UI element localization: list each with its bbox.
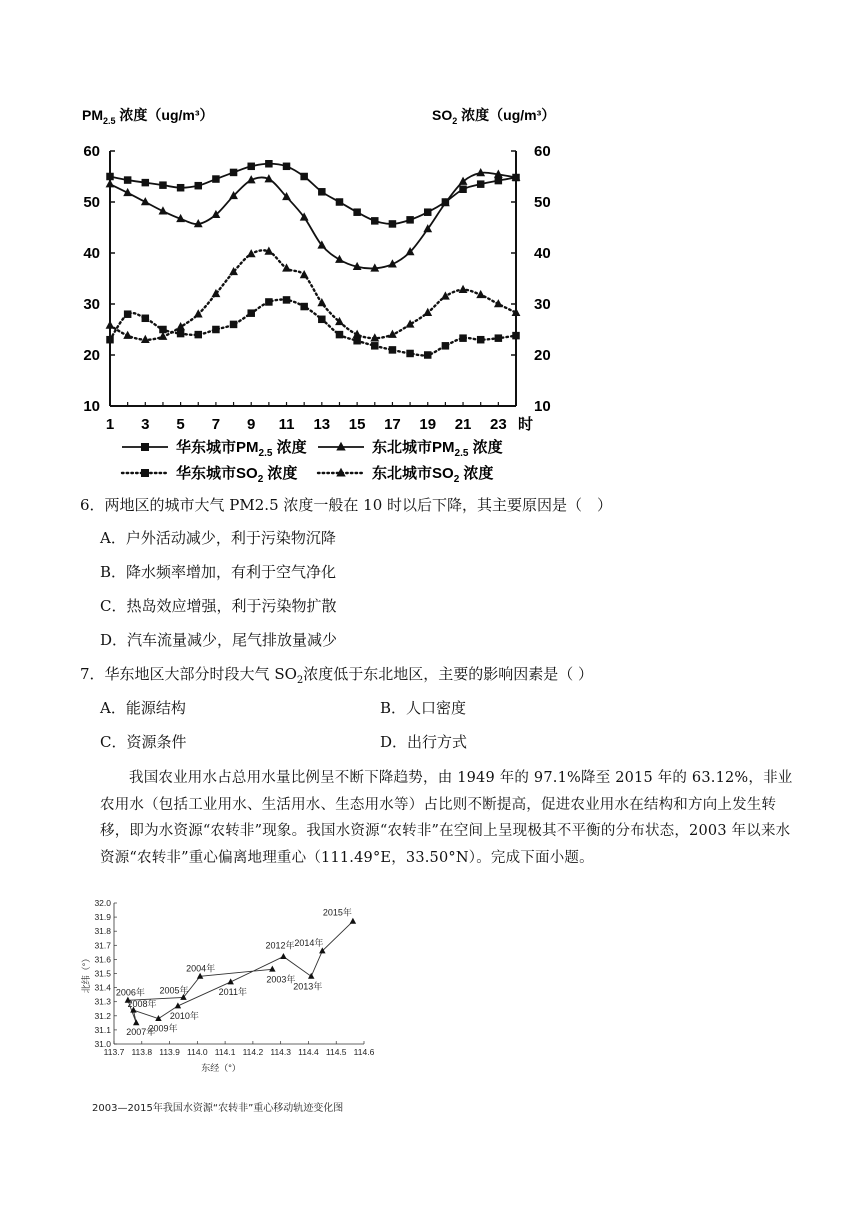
series-1-point xyxy=(230,169,238,177)
x-axis-unit: 时 xyxy=(518,416,534,433)
series-1-point xyxy=(106,173,114,181)
series-1-point xyxy=(159,181,167,189)
trajectory-point xyxy=(308,973,314,979)
x-tick-label: 114.5 xyxy=(325,1047,347,1057)
left-axis-title xyxy=(82,107,214,126)
series-3-point xyxy=(195,331,203,339)
point-label: 2010年 xyxy=(169,1010,199,1021)
chart-axes xyxy=(80,898,375,1073)
series-4-point xyxy=(459,285,468,293)
question-7-option-c: C．资源条件 xyxy=(100,733,187,751)
x-tick-label: 1 xyxy=(105,416,115,433)
y-tick-label: 31.7 xyxy=(94,940,111,951)
point-label: 2015年 xyxy=(322,907,352,918)
point-label: 2012年 xyxy=(265,940,295,951)
series-1-point xyxy=(124,176,132,184)
legend-label-sub: 2.5 xyxy=(454,448,469,459)
series-3-point xyxy=(442,342,450,350)
y-tick-label-left: 50 xyxy=(83,194,100,211)
legend-label-sub: 2.5 xyxy=(258,448,273,459)
x-tick-label: 114.0 xyxy=(187,1047,208,1057)
question-7-option-a: A．能源结构 xyxy=(100,699,186,717)
series-1-point xyxy=(495,177,503,185)
x-tick-label: 5 xyxy=(176,416,185,433)
point-label: 2006年 xyxy=(115,987,145,998)
legend-label-sub: 2 xyxy=(257,474,264,485)
series-4-point xyxy=(300,270,309,278)
series-3-point xyxy=(353,337,361,345)
question-6-option-c: C．热岛效应增强，利于污染物扩散 xyxy=(100,597,337,615)
series-4-point xyxy=(106,320,115,328)
x-tick-label: 113.7 xyxy=(103,1047,125,1057)
x-tick-label: 17 xyxy=(384,416,401,433)
x-tick-label: 114.6 xyxy=(353,1047,375,1057)
x-tick-label: 9 xyxy=(247,416,256,433)
point-label: 2005年 xyxy=(159,985,189,996)
legend-label-pre: 东北城市PM xyxy=(372,439,455,456)
pm25-so2-chart xyxy=(70,100,570,490)
x-axis-title: 东经（°） xyxy=(201,1063,241,1073)
series-3-point xyxy=(106,336,114,344)
series-line-4 xyxy=(110,250,516,339)
y-tick-label: 31.2 xyxy=(94,1010,111,1021)
series-3-point xyxy=(477,336,485,344)
chart-caption: 2003—2015年我国水资源“农转非”重心移动轨迹变化图 xyxy=(92,1103,344,1114)
trajectory-point xyxy=(350,918,356,924)
x-tick-label: 21 xyxy=(454,416,472,433)
series-4-point xyxy=(229,267,238,275)
y-tick-label-right: 40 xyxy=(534,245,551,262)
legend-label-post: 浓度 xyxy=(263,465,298,482)
x-tick-label: 113.9 xyxy=(159,1047,180,1057)
series-1-point xyxy=(247,163,255,171)
reading-passage xyxy=(100,765,800,871)
right-axis-title-sub: 2 xyxy=(452,116,458,126)
question-6-option-a: A．户外活动减少，利于污染物沉降 xyxy=(100,529,336,547)
legend-marker-3 xyxy=(141,469,149,477)
series-1-point xyxy=(318,188,326,196)
series-3-point xyxy=(495,334,503,342)
point-label: 2003年 xyxy=(266,974,296,985)
x-tick-label: 114.1 xyxy=(214,1047,236,1057)
series-3-point xyxy=(512,332,520,340)
series-1-point xyxy=(336,198,344,206)
trajectory-point xyxy=(269,966,275,972)
series-1-point xyxy=(265,160,273,168)
point-label: 2014年 xyxy=(294,937,324,948)
question-7-stem-pre: 7．华东地区大部分时段大气 SO xyxy=(80,665,297,683)
series-3-point xyxy=(142,315,150,323)
question-7-option-b: B．人口密度 xyxy=(380,699,467,717)
y-tick-label-left: 10 xyxy=(83,398,100,415)
x-tick-label: 11 xyxy=(278,416,295,433)
series-3-point xyxy=(124,310,132,318)
x-tick-label: 114.3 xyxy=(270,1047,291,1057)
y-tick-label-right: 50 xyxy=(534,194,551,211)
y-tick-label-left: 60 xyxy=(83,143,100,160)
legend-label-2 xyxy=(372,438,503,459)
series-2-point xyxy=(106,179,115,187)
series-1-point xyxy=(389,220,397,228)
right-axis-title-main: SO xyxy=(432,107,453,123)
y-tick-label: 31.3 xyxy=(94,996,111,1007)
y-tick-label-right: 60 xyxy=(534,143,551,160)
series-3-point xyxy=(406,350,414,358)
y-tick-label: 31.6 xyxy=(94,954,111,965)
series-1-point xyxy=(353,208,361,216)
y-tick-label-left: 40 xyxy=(83,245,100,262)
x-tick-label: 3 xyxy=(141,416,150,433)
series-2-point xyxy=(335,255,344,263)
left-axis-title-sub: 2.5 xyxy=(103,116,116,126)
series-1-point xyxy=(459,186,467,194)
legend-label-3 xyxy=(176,464,297,485)
point-label: 2007年 xyxy=(126,1026,156,1037)
point-label: 2004年 xyxy=(186,963,216,974)
point-label: 2009年 xyxy=(148,1023,178,1034)
right-axis-title xyxy=(432,107,555,126)
chart-series xyxy=(106,160,521,359)
y-tick-label-left: 20 xyxy=(83,347,100,364)
y-tick-label: 32.0 xyxy=(94,898,111,908)
legend-label-pre: 华东城市SO xyxy=(176,465,258,482)
series-3-point xyxy=(300,303,308,311)
trajectory-point xyxy=(280,953,286,959)
legend-label-pre: 东北城市SO xyxy=(372,465,454,482)
x-tick-label: 114.4 xyxy=(298,1047,319,1057)
series-1-point xyxy=(195,182,203,190)
series-4-point xyxy=(494,299,503,307)
legend-label-sub: 2 xyxy=(453,474,460,485)
question-6-stem: 6．两地区的城市大气 PM2.5 浓度一般在 10 时以后下降，其主要原因是（ ） xyxy=(80,496,613,514)
series-2-point xyxy=(459,177,468,185)
series-3-point xyxy=(247,309,255,317)
x-tick-label: 23 xyxy=(490,416,507,433)
y-tick-label-right: 30 xyxy=(534,296,551,313)
trajectory-point xyxy=(133,1019,139,1025)
legend-label-post: 浓度 xyxy=(459,465,494,482)
series-1-point xyxy=(300,173,308,181)
point-label: 2011年 xyxy=(218,986,248,997)
y-tick-label-right: 20 xyxy=(534,347,551,364)
legend-marker-1 xyxy=(141,443,149,451)
legend-label-post: 浓度 xyxy=(468,439,503,456)
question-7-option-d: D．出行方式 xyxy=(380,733,468,751)
question-6-option-b: B．降水频率增加，有利于空气净化 xyxy=(100,563,337,581)
x-tick-label: 7 xyxy=(211,416,221,433)
trajectory-line xyxy=(128,921,353,1023)
series-3-point xyxy=(389,346,397,354)
series-3-point xyxy=(318,316,326,324)
series-3-point xyxy=(283,296,291,304)
x-tick-label: 19 xyxy=(419,416,437,433)
y-tick-label: 31.0 xyxy=(94,1039,111,1049)
x-tick-label: 114.2 xyxy=(242,1047,264,1057)
series-3-point xyxy=(177,330,185,338)
chart-legend xyxy=(122,438,503,485)
legend-label-4 xyxy=(372,464,493,485)
question-7-stem-sub: 2 xyxy=(296,675,304,686)
chart-series xyxy=(116,906,356,1037)
series-1-point xyxy=(477,180,485,188)
legend-label-pre: 华东城市PM xyxy=(176,439,259,456)
right-axis-title-rest: 浓度（ug/m³） xyxy=(457,107,556,123)
question-6-option-d: D．汽车流量减少，尾气排放量减少 xyxy=(100,631,338,649)
series-3-point xyxy=(336,331,344,339)
question-7-stem-post: 浓度低于东北地区，主要的影响因素是（ ） xyxy=(303,665,594,683)
y-tick-label: 31.9 xyxy=(94,912,111,923)
point-label: 2008年 xyxy=(127,999,157,1010)
series-1-point xyxy=(177,184,185,192)
series-1-point xyxy=(142,179,150,187)
series-1-point xyxy=(283,163,291,171)
series-4-point xyxy=(123,331,132,339)
question-7-stem xyxy=(80,664,593,691)
water-centroid-chart xyxy=(81,896,380,1096)
y-tick-label: 31.1 xyxy=(94,1024,111,1035)
series-3-point xyxy=(459,334,467,342)
left-axis-title-main: PM xyxy=(82,107,103,123)
y-tick-label: 31.8 xyxy=(94,926,111,937)
series-4-point xyxy=(247,249,256,257)
series-1-point xyxy=(212,175,220,183)
legend-label-post: 浓度 xyxy=(272,439,307,456)
y-tick-label: 31.5 xyxy=(94,968,111,979)
passage-text: 我国农业用水占总用水量比例呈不断下降趋势，由 1949 年的 97.1%降至 2015 年的 63.12%，非业农用水（包括工业用水、生活用水、生态用水等）占比则不断提高，促进农业用水在结构和方向上发生转移，即为水资源“农转非”现象。我国水资源“农转非”在空间上呈现极其不平衡的分布状态，2003 年以来水资源“农转非”重心偏离地理重心（111.49°E，33.50°N）。完成下面小题。 xyxy=(100,770,793,866)
left-axis-title-rest: 浓度（ug/m³） xyxy=(115,107,214,123)
x-tick-label: 13 xyxy=(313,416,331,433)
series-1-point xyxy=(371,217,379,225)
legend-label-1 xyxy=(176,438,307,459)
y-tick-label: 31.4 xyxy=(94,982,111,993)
x-tick-label: 15 xyxy=(348,416,366,433)
y-tick-label-right: 10 xyxy=(534,398,551,415)
y-axis-title: 北纬（°） xyxy=(81,953,91,994)
series-3-point xyxy=(230,321,238,329)
y-tick-label-left: 30 xyxy=(83,296,100,313)
series-3-point xyxy=(265,298,273,306)
x-tick-label: 113.8 xyxy=(131,1047,153,1057)
series-3-point xyxy=(424,351,432,359)
series-3-point xyxy=(371,342,379,350)
series-1-point xyxy=(406,216,414,224)
series-line-3 xyxy=(110,300,516,356)
series-4-point xyxy=(441,291,450,299)
series-3-point xyxy=(212,326,220,334)
point-label: 2013年 xyxy=(293,981,323,992)
series-1-point xyxy=(424,208,432,216)
